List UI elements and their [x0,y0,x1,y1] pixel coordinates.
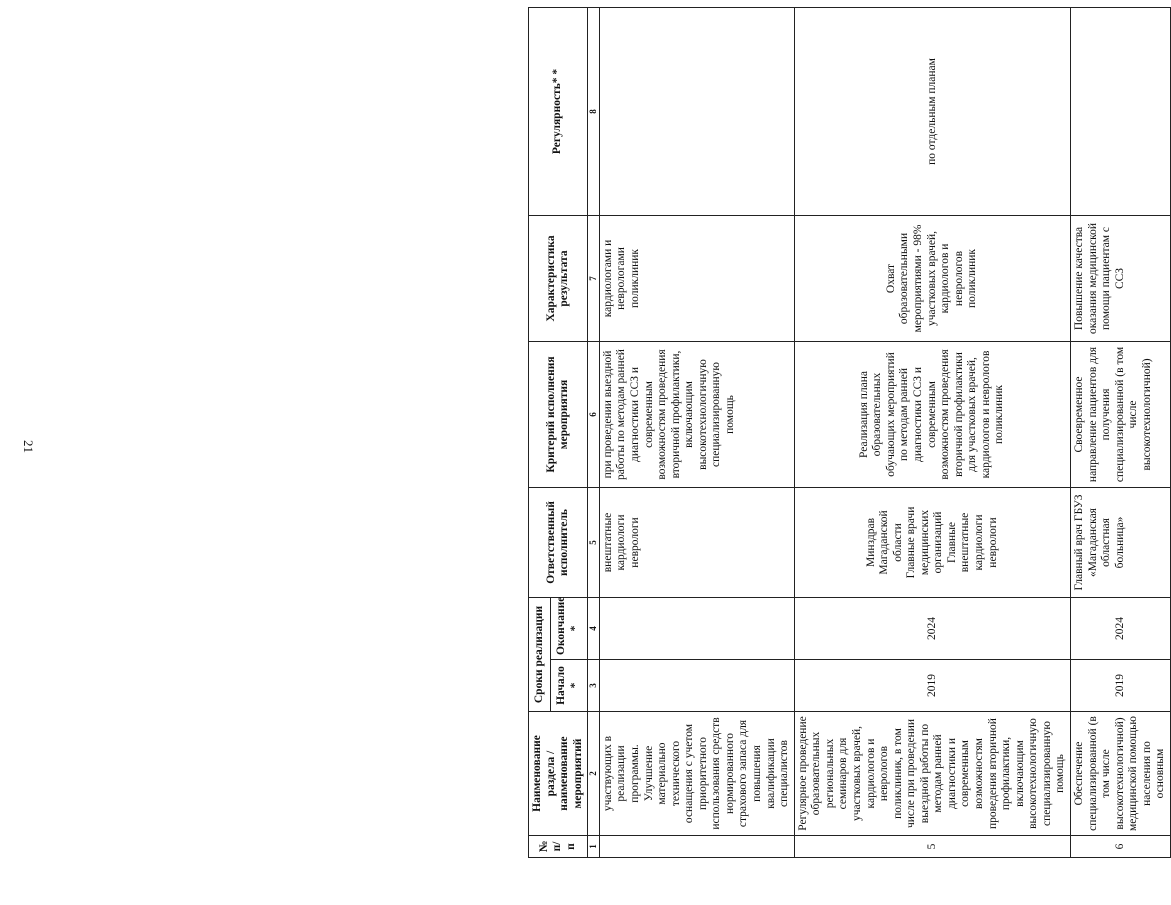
row-criterion: Своевременное направление пациентов для получения специализированной (в том числе высокотехнологичной) [1070,341,1170,487]
header-number: № п/п [529,836,588,858]
row-number: 6 [1070,836,1170,858]
header-regularity: Регулярность* * [529,7,588,215]
column-numbers-row [588,7,600,857]
column-number: 5 [588,487,600,597]
table-row [1070,7,1170,857]
header-end: Окончание * [550,597,588,659]
row-start: 2019 [794,660,1070,712]
row-executor: Минздрав Магаданской области Главные врачи медицинских организаций Главные внештатные кардиологи неврологи [794,487,1070,597]
column-number: 7 [588,215,600,341]
row-number: 5 [794,836,1070,858]
column-number: 4 [588,597,600,659]
header-criterion: Критерий исполнения мероприятия [529,341,588,487]
row-executor: внештатные кардиологи неврологи [599,487,794,597]
row-result: кардиологами и неврологами поликлиник [599,215,794,341]
column-number: 1 [588,836,600,858]
row-start: 2019 [1070,660,1170,712]
page-number: 21 [21,440,36,453]
row-end: 2024 [1070,597,1170,659]
measures-table [528,7,1171,858]
column-number: 3 [588,660,600,712]
row-criterion: при проведении выездной работы по методам ранней диагностики ССЗ и современным возможностям проведения вторичной профилактики, включающим высокотехнологичную специализированную помощь [599,341,794,487]
row-regularity: по отдельным планам [794,7,1070,215]
row-name: Регулярное проведение образовательных региональных семинаров для участковых врачей, кардиологов и неврологов поликлиник, в том числе при проведении выездной работы по методам ранней диагностики и современным возможностям проведения вторичной профилактики, включающим высокотехнологичную специализированную помощь [794,712,1070,836]
column-number: 6 [588,341,600,487]
rotated-page [528,8,1167,858]
column-number: 8 [588,7,600,215]
row-regularity [1070,7,1170,215]
row-regularity [599,7,794,215]
column-number: 2 [588,712,600,836]
header-timeline-group: Сроки реализации [529,597,551,711]
row-end [599,597,794,659]
table-row [599,7,794,857]
table-row [794,7,1070,857]
header-executor: Ответственный исполнитель [529,487,588,597]
header-name: Наименование раздела /наименование мероприятий [529,712,588,836]
row-name: участвующих в реализации программы. Улучшение материально технического оснащения с учетом приоритетного использования средств нормированного страхового запаса для повышения квалификации специалистов [599,712,794,836]
row-end: 2024 [794,597,1070,659]
row-start [599,660,794,712]
header-start: Начало * [550,660,588,712]
row-result: Охват образовательными мероприятиями - 98% участковых врачей, кардиологов и неврологов поликлиник [794,215,1070,341]
row-criterion: Реализация плана образовательных обучающих мероприятий по методам ранней диагностики ССЗ и современным возможностям проведения вторичной профилактики для участковых врачей, кардиологов и неврологов поликлиник [794,341,1070,487]
header-result: Характеристика результата [529,215,588,341]
row-number [599,836,794,858]
row-executor: Главный врач ГБУЗ «Магаданская областная больница» [1070,487,1170,597]
row-result: Повышение качества оказания медицинской помощи пациентам с ССЗ [1070,215,1170,341]
row-name: Обеспечение специализированной (в том числе высокотехнологичной) медицинской помощью населения по основным [1070,712,1170,836]
